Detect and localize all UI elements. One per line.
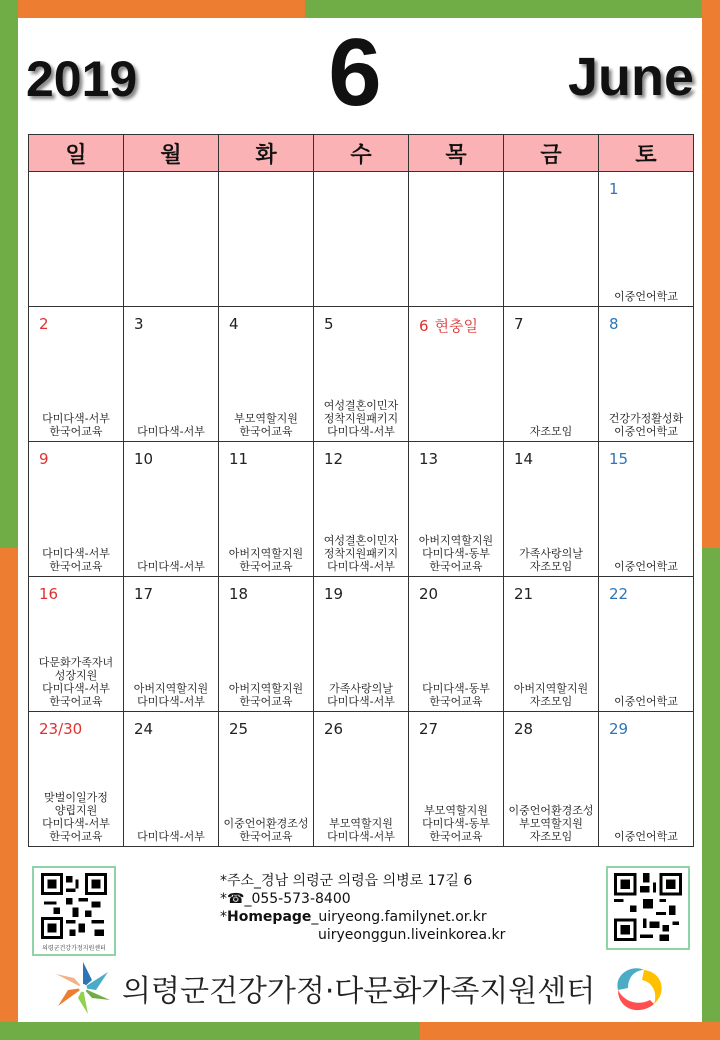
event-item: 한국어교육 (429, 695, 483, 708)
day-number (514, 720, 533, 738)
day-number-text: 1 (609, 180, 619, 198)
calendar-day-cell (314, 172, 409, 307)
event-item: 다미다색-동부 (422, 682, 490, 695)
day-events (29, 791, 123, 843)
event-item: 한국어교육 (429, 830, 483, 843)
day-number (609, 585, 628, 603)
event-item: 이중언어학교 (614, 830, 678, 843)
day-events (599, 830, 693, 843)
day-events (504, 682, 598, 708)
event-item: 다문화가족자녀 (38, 656, 114, 669)
weekday-header-row (29, 135, 694, 172)
calendar-day-cell (314, 712, 409, 847)
qr-code-icon (614, 873, 682, 941)
day-number-text: 29 (609, 720, 629, 738)
day-number-text: 19 (324, 585, 344, 603)
calendar-day-cell (29, 307, 124, 442)
event-item: 다미다색-서부 (327, 425, 395, 438)
event-item: 한국어교육 (49, 695, 103, 708)
calendar-day-cell (599, 577, 694, 712)
day-number (609, 315, 619, 333)
qr-code-familynet (32, 866, 116, 956)
calendar-day-cell (599, 712, 694, 847)
day-number-text: 20 (419, 585, 439, 603)
day-events (124, 682, 218, 708)
calendar-day-cell (504, 307, 599, 442)
day-number-text: 13 (419, 450, 439, 468)
calendar-day-cell (409, 307, 504, 442)
day-number (134, 585, 153, 603)
day-events (504, 547, 598, 573)
day-number (39, 720, 82, 738)
calendar-day-cell (504, 172, 599, 307)
day-number (419, 315, 478, 336)
day-events (599, 695, 693, 708)
day-number-text: 7 (514, 315, 524, 333)
event-item: 한국어교육 (239, 560, 293, 573)
event-item: 한국어교육 (429, 560, 483, 573)
calendar-day-cell (409, 577, 504, 712)
calendar-day-cell (599, 172, 694, 307)
event-item: 아버지역할지원 (228, 682, 304, 695)
event-item: 이중언어학교 (614, 695, 678, 708)
event-item: 가족사랑의날 (519, 547, 583, 560)
day-events (219, 817, 313, 843)
homepage-line (220, 908, 505, 926)
pinwheel-logo-icon (52, 960, 114, 1016)
calendar-day-cell (409, 172, 504, 307)
event-item: 여성결혼이민자 (323, 399, 399, 412)
event-item: 아버지역할지원 (228, 547, 304, 560)
holiday-label: 현충일 (434, 317, 479, 335)
event-item: 다미다색-서부 (42, 817, 110, 830)
day-events (29, 547, 123, 573)
calendar-week-row (29, 577, 694, 712)
calendar-week-row (29, 307, 694, 442)
day-number (229, 585, 248, 603)
event-item: 다미다색-서부 (137, 425, 205, 438)
day-number-text: 14 (514, 450, 534, 468)
calendar-day-cell (219, 307, 314, 442)
event-item: 이중언어학교 (614, 425, 678, 438)
frame-right-orange (702, 0, 720, 548)
day-number (324, 720, 343, 738)
weekday-thu: 목 (409, 135, 504, 172)
contact-info (220, 872, 505, 944)
event-item: 이중언어학교 (614, 290, 678, 303)
day-events (504, 425, 598, 438)
day-number-text: 27 (419, 720, 439, 738)
event-item: 아버지역할지원 (133, 682, 209, 695)
day-number (134, 315, 144, 333)
organization-name: 의령군건강가정·다문화가족지원센터 (122, 974, 596, 1009)
calendar-week-row (29, 712, 694, 847)
day-number-text: 16 (39, 585, 59, 603)
day-events (409, 534, 503, 573)
calendar-day-cell (219, 712, 314, 847)
calendar-day-cell (124, 442, 219, 577)
day-number-text: 22 (609, 585, 629, 603)
weekday-sun: 일 (29, 135, 124, 172)
day-events (504, 804, 598, 843)
day-events (219, 682, 313, 708)
day-number (324, 450, 343, 468)
event-item: 한국어교육 (49, 425, 103, 438)
event-item: 가족사랑의날 (329, 682, 393, 695)
day-events (314, 534, 408, 573)
homepage-url-1[interactable]: _uiryeong.familynet.or.kr (311, 909, 487, 925)
day-events (124, 560, 218, 573)
calendar-day-cell (504, 712, 599, 847)
event-item: 다미다색-동부 (422, 817, 490, 830)
day-number-text: 3 (134, 315, 144, 333)
event-item: 부모역할지원 (519, 817, 583, 830)
phone-line (220, 890, 505, 908)
weekday-fri: 금 (504, 135, 599, 172)
frame-left-green (0, 0, 18, 548)
event-item: 이중언어환경조성 (223, 817, 309, 830)
event-item: 이중언어환경조성 (508, 804, 594, 817)
weekday-wed: 수 (314, 135, 409, 172)
event-item: 다미다색-서부 (42, 412, 110, 425)
day-number (324, 585, 343, 603)
event-item: 성장지원 (54, 669, 98, 682)
homepage-prefix: * (220, 909, 227, 925)
day-events (409, 682, 503, 708)
calendar-day-cell (219, 172, 314, 307)
weekday-mon: 월 (124, 135, 219, 172)
event-item: 다미다색-동부 (422, 547, 490, 560)
event-item: 부모역할지원 (234, 412, 298, 425)
event-item: 부모역할지원 (424, 804, 488, 817)
month-name: June (567, 47, 694, 107)
day-number (514, 315, 524, 333)
day-events (219, 547, 313, 573)
event-item: 아버지역할지원 (418, 534, 494, 547)
day-events (29, 412, 123, 438)
calendar-day-cell (599, 307, 694, 442)
frame-top-orange (0, 0, 305, 18)
calendar-day-cell (124, 307, 219, 442)
qr-code-liveinkorea (606, 866, 690, 950)
event-item: 다미다색-서부 (137, 695, 205, 708)
day-number (609, 720, 628, 738)
day-events (314, 682, 408, 708)
day-number (134, 720, 153, 738)
day-number-text: 11 (229, 450, 249, 468)
qr-code-icon (40, 873, 108, 939)
event-item: 다미다색-서부 (137, 830, 205, 843)
day-events (599, 290, 693, 303)
day-number-text: 10 (134, 450, 154, 468)
address-line: *주소_경남 의령군 의령읍 의병로 17길 6 (220, 873, 473, 889)
day-events (599, 560, 693, 573)
day-number-text: 17 (134, 585, 154, 603)
weekday-sat: 토 (599, 135, 694, 172)
phone-number: _055-573-8400 (244, 891, 351, 907)
event-item: 다미다색-서부 (327, 830, 395, 843)
day-number-text: 15 (609, 450, 629, 468)
day-number (39, 450, 49, 468)
event-item: 한국어교육 (239, 830, 293, 843)
calendar-day-cell (219, 577, 314, 712)
frame-bottom-orange (420, 1022, 720, 1040)
day-number-text: 25 (229, 720, 249, 738)
calendar-week-row (29, 172, 694, 307)
day-number (229, 315, 239, 333)
day-events (219, 412, 313, 438)
event-item: 다미다색-서부 (327, 560, 395, 573)
event-item: 자조모임 (529, 425, 573, 438)
event-item: 다미다색-서부 (42, 682, 110, 695)
event-item: 정착지원패키지 (323, 412, 399, 425)
day-number-text: 8 (609, 315, 619, 333)
event-item: 자조모임 (529, 560, 573, 573)
event-item: 한국어교육 (239, 425, 293, 438)
day-number (609, 180, 619, 198)
frame-top-green (305, 0, 720, 18)
phone-icon: *☎ (220, 891, 245, 907)
day-events (314, 399, 408, 438)
month-number: 6 (328, 19, 382, 126)
weekday-tue: 화 (219, 135, 314, 172)
day-number-text: 4 (229, 315, 239, 333)
day-number-text: 21 (514, 585, 534, 603)
day-events (314, 817, 408, 843)
calendar-day-cell (599, 442, 694, 577)
day-number-text: 26 (324, 720, 344, 738)
frame-left-orange (0, 548, 18, 1040)
day-number (39, 585, 58, 603)
event-item: 여성결혼이민자 (323, 534, 399, 547)
calendar-day-cell (409, 442, 504, 577)
day-number (229, 720, 248, 738)
calendar-day-cell (314, 307, 409, 442)
day-events (599, 412, 693, 438)
family-center-logo-icon (610, 962, 668, 1012)
calendar-day-cell (29, 172, 124, 307)
homepage-label: Homepage (227, 909, 312, 925)
event-item: 한국어교육 (49, 830, 103, 843)
event-item: 건강가정활성화 (608, 412, 684, 425)
organization-banner (52, 958, 672, 1014)
day-number-text: 23/30 (39, 720, 83, 738)
day-number (419, 450, 438, 468)
day-number (514, 450, 533, 468)
event-item: 다미다색-서부 (42, 547, 110, 560)
calendar-day-cell (124, 712, 219, 847)
year-title: 2019 (26, 51, 138, 107)
calendar-day-cell (409, 712, 504, 847)
calendar-week-row (29, 442, 694, 577)
calendar-grid (28, 134, 694, 847)
day-number-text: 6 (419, 317, 429, 335)
qr-caption: 의령군건강가정지원센터 (42, 945, 106, 952)
day-number (39, 315, 49, 333)
day-number-text: 18 (229, 585, 249, 603)
calendar-day-cell (314, 577, 409, 712)
day-events (29, 656, 123, 708)
event-item: 다미다색-서부 (137, 560, 205, 573)
event-item: 양립지원 (54, 804, 98, 817)
event-item: 한국어교육 (239, 695, 293, 708)
day-number (514, 585, 533, 603)
day-events (124, 830, 218, 843)
calendar-day-cell (29, 712, 124, 847)
day-number-text: 5 (324, 315, 334, 333)
event-item: 자조모임 (529, 695, 573, 708)
calendar-day-cell (314, 442, 409, 577)
day-number (134, 450, 153, 468)
calendar-day-cell (504, 442, 599, 577)
event-item: 이중언어학교 (614, 560, 678, 573)
calendar-day-cell (124, 172, 219, 307)
event-item: 한국어교육 (49, 560, 103, 573)
calendar-day-cell (219, 442, 314, 577)
day-number-text: 28 (514, 720, 534, 738)
event-item: 맞벌이일가정 (44, 791, 108, 804)
frame-bottom-green (0, 1022, 420, 1040)
event-item: 정착지원패키지 (323, 547, 399, 560)
day-number (324, 315, 334, 333)
day-number-text: 2 (39, 315, 49, 333)
day-number-text: 9 (39, 450, 49, 468)
event-item: 아버지역할지원 (513, 682, 589, 695)
homepage-url-2[interactable]: uiryeonggun.liveinkorea.kr (318, 927, 506, 943)
day-number (419, 585, 438, 603)
calendar-day-cell (29, 442, 124, 577)
event-item: 다미다색-서부 (327, 695, 395, 708)
day-number (229, 450, 248, 468)
calendar-day-cell (504, 577, 599, 712)
day-number (419, 720, 438, 738)
day-events (124, 425, 218, 438)
day-events (409, 804, 503, 843)
event-item: 자조모임 (529, 830, 573, 843)
day-number (609, 450, 628, 468)
event-item: 부모역할지원 (329, 817, 393, 830)
frame-right-green (702, 548, 720, 1040)
calendar-day-cell (124, 577, 219, 712)
day-number-text: 24 (134, 720, 154, 738)
calendar-day-cell (29, 577, 124, 712)
day-number-text: 12 (324, 450, 344, 468)
